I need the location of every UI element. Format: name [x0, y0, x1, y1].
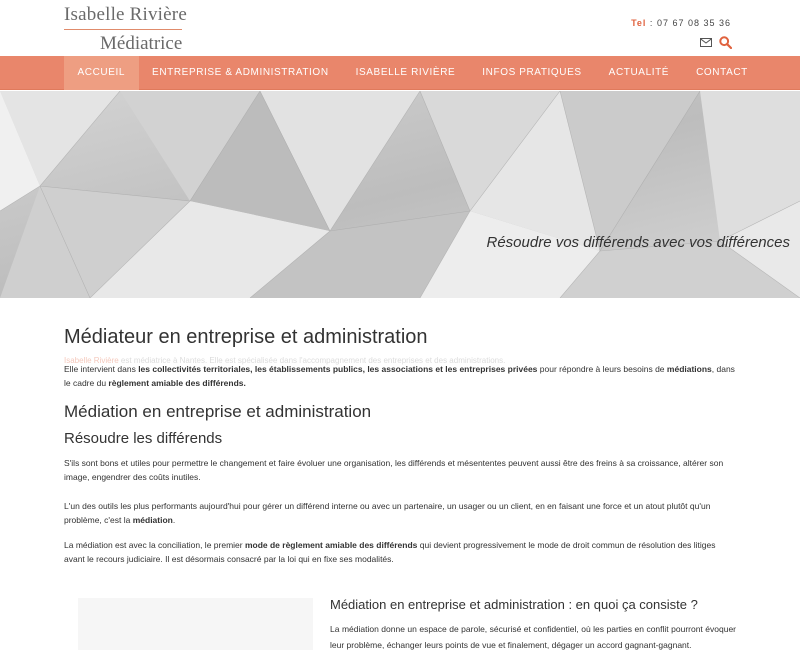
hero-tagline: Résoudre vos différends avec vos différences [486, 234, 790, 251]
p2-text-1: L'un des outils les plus performants aujourd'hui pour gérer un différend interne ou avec un partenaire, un usager ou un client, en en faisant une force et un atout plutôt qu'un problème, c'est la [64, 501, 711, 525]
p3-bold-1: mode de règlement amiable des différends [244, 540, 418, 550]
logo-divider [64, 29, 182, 30]
question-title: Médiation en entreprise et administration : en quoi ça consiste ? [330, 597, 698, 612]
main-nav [0, 56, 800, 90]
intro-paragraph [64, 362, 736, 390]
nav-item-entreprise[interactable]: ENTREPRISE & ADMINISTRATION [152, 67, 329, 78]
nav-item-accueil[interactable]: ACCUEIL [64, 56, 139, 90]
page-title: Médiateur en entreprise et administration [64, 326, 428, 348]
p2-text-2: . [172, 515, 176, 525]
p3-text-1: La médiation est avec la conciliation, le premier [64, 540, 245, 550]
header-icons [700, 36, 732, 50]
phone-contact[interactable] [631, 18, 731, 28]
p3-text-2: qui devient progressivement le mode de droit commun de résolution des litiges avant le recours judiciaire. Il est désormais consacré par la loi qui en fixe ses modalités. [64, 540, 716, 564]
section-title: Médiation en entreprise et administration [64, 402, 372, 421]
logo-name: Isabelle Rivière [64, 4, 187, 25]
hero-background-pattern [0, 91, 800, 298]
section-image-placeholder [78, 598, 313, 650]
nav-item-isabelle[interactable]: ISABELLE RIVIÈRE [355, 67, 456, 78]
ghost-name-link[interactable]: Isabelle Rivière [64, 356, 119, 365]
intro-bold-3: règlement amiable des différends. [108, 378, 246, 388]
envelope-icon[interactable] [700, 38, 712, 47]
intro-bold-2: médiations [666, 364, 712, 374]
paragraph-1: S'ils sont bons et utiles pour permettre le changement et faire évoluer une organisation, les différends et mésententes peuvent aussi être des freins à sa croissance, altérer son image, engendrer des coûts inutiles. [64, 458, 724, 482]
phone-number: 07 67 08 35 36 [656, 18, 731, 28]
nav-item-actualite[interactable]: ACTUALITÉ [608, 67, 670, 78]
paragraph-2 [64, 499, 736, 527]
intro-bold-1: les collectivités territoriales, les établissements publics, les associations et les entreprises privées [138, 364, 538, 374]
section-subtitle: Résoudre les différends [64, 430, 223, 447]
magnifier-icon[interactable] [719, 36, 732, 49]
phone-label: Tel [631, 18, 647, 28]
intro-text-1: Elle intervient dans [64, 364, 139, 374]
p2-bold-1: médiation [132, 515, 173, 525]
ghost-rest: est médiatrice à Nantes. Elle est spécialisée dans l'accompagnement des entreprises et des administrations. [118, 356, 506, 365]
intro-text-3: , dans le cadre du [64, 364, 735, 388]
nav-item-infos[interactable]: INFOS PRATIQUES [482, 67, 582, 78]
site-logo[interactable] [64, 4, 187, 54]
logo-subtitle: Médiatrice [100, 33, 183, 54]
site-header [0, 0, 800, 56]
hero-banner [0, 91, 800, 298]
phone-separator: : [646, 18, 657, 28]
question-paragraph: La médiation donne un espace de parole, sécurisé et confidentiel, où les parties en conflit pourront évoquer leur problème, échanger leurs points de vue et finalement, dégager un accord gagnant-gagnant. [330, 624, 736, 650]
intro-text-2: pour répondre à leurs besoins de [537, 364, 667, 374]
paragraph-3 [64, 538, 736, 566]
nav-item-contact[interactable]: CONTACT [696, 67, 748, 78]
